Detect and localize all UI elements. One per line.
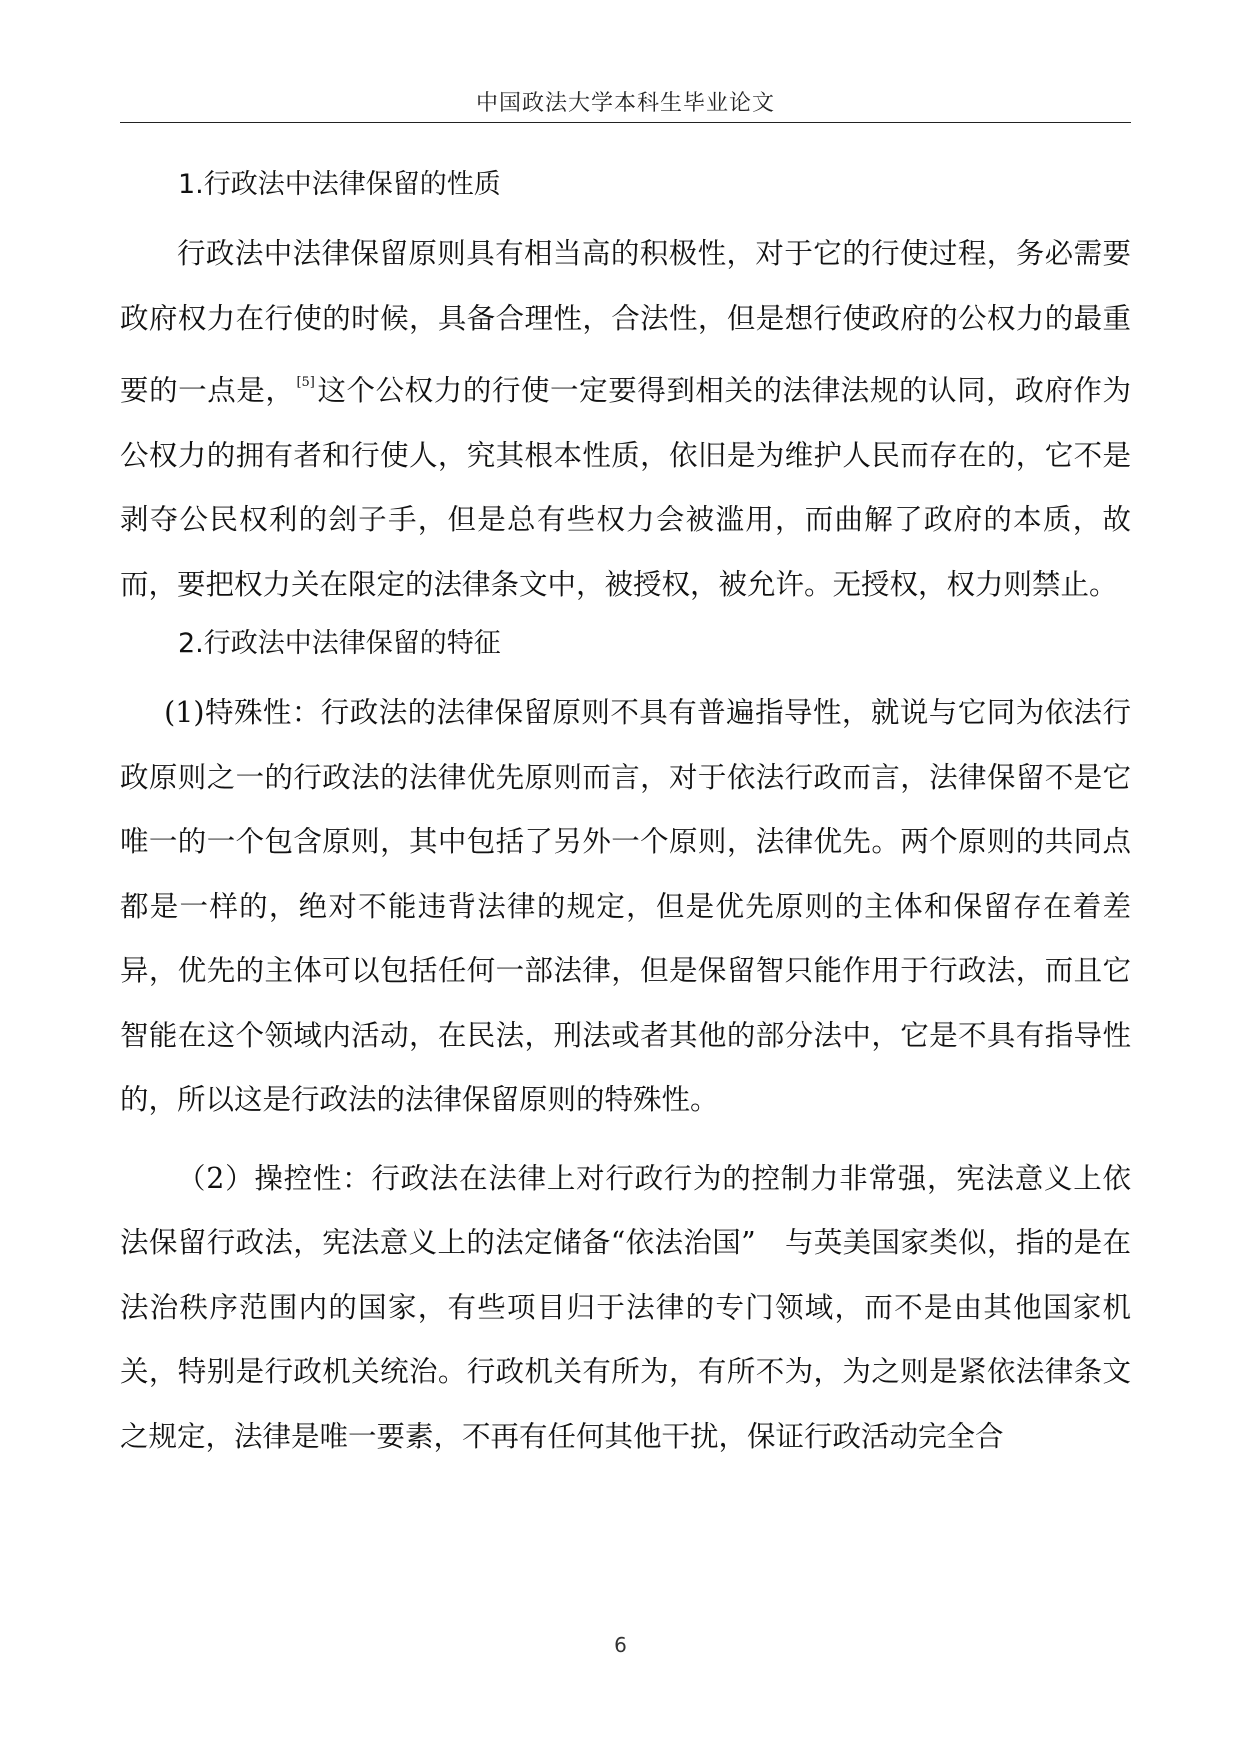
document-body — [120, 158, 1131, 1469]
section-heading-nature: 1.行政法中法律保留的性质 — [178, 169, 501, 200]
section-heading-features: 2.行政法中法律保留的特征 — [178, 628, 501, 659]
paragraph-particularity: (1)特殊性：行政法的法律保留原则不具有普遍指导性，就说与它同为依法行政原则之一的行政法的法律优先原则而言，对于依法行政而言，法律保留不是它唯一的一个包含原则，其中包括了另外一个原则，法律优先。两个原则的共同点都是一样的，绝对不能违背法律的规定，但是优先原则的主体和保留存在着差异，优先的主体可以包括任何一部法律，但是保留智只能作用于行政法，而且它智能在这个领域内活动，在民法，刑法或者其他的部分法中，它是不具有指导性的，所以这是行政法的法律保留原则的特殊性。 — [120, 696, 1131, 1116]
header-title: 中国政法大学本科生毕业论文 — [475, 91, 775, 116]
page-number: 6 — [614, 1633, 627, 1657]
citation-marker: [5] — [296, 375, 315, 390]
page-header — [120, 82, 1131, 123]
paragraph-nature-text-2: 这个公权力的行使一定要得到相关的法律法规的认同，政府作为公权力的拥有者和行使人，究其根本性质，依旧是为维护人民而存在的，它不是剥夺公民权利的刽子手，但是总有些权力会被滥用，而曲解了政府的本质，故而，要把权力关在限定的法律条文中，被授权，被允许。无授权，权力则禁止。 — [120, 374, 1131, 601]
paragraph-gap — [120, 1133, 1131, 1147]
paragraph-controllability: （2）操控性：行政法在法律上对行政行为的控制力非常强，宪法意义上依法保留行政法，宪法意义上的法定储备“依法治国” 与英美国家类似，指的是在法治秩序范围内的国家，有些项目归于法律的专门领域，而不是由其他国家机关，特别是行政机关统治。行政机关有所为，有所不为，为之则是紧依法律条文之规定，法律是唯一要素，不再有任何其他干扰，保证行政活动完全合 — [120, 1161, 1131, 1453]
paragraph-nature — [120, 222, 1131, 617]
paragraph-nature-text-1: 行政法中法律保留原则具有相当高的积极性，对于它的行使过程，务必需要政府权力在行使的时候，具备合理性，合法性，但是想行使政府的公权力的最重要的一点是， — [120, 237, 1131, 407]
